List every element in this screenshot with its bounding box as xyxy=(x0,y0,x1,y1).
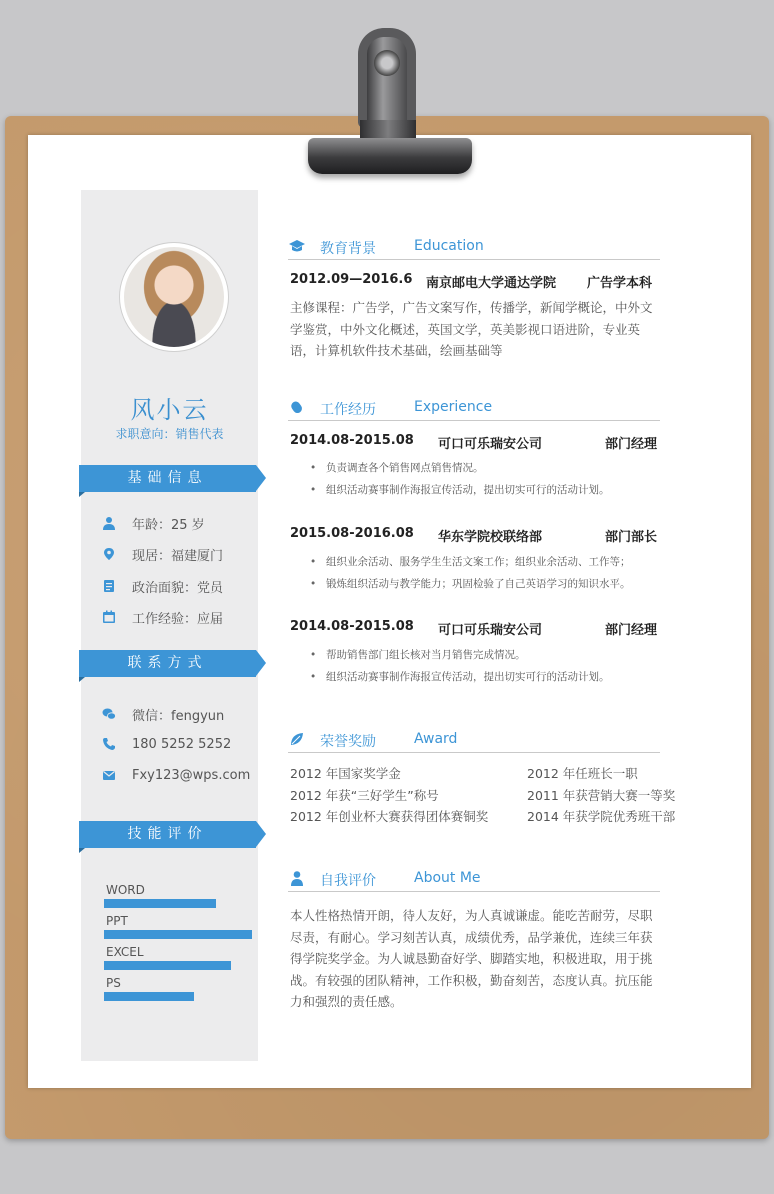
award-item: 2012 年创业杯大赛获得团体赛铜奖 xyxy=(290,809,489,824)
skill-label: PS xyxy=(106,976,121,990)
graduation-cap-icon xyxy=(288,238,306,256)
skill-label: PPT xyxy=(106,914,128,928)
award-item: 2011 年获营销大赛一等奖 xyxy=(527,788,676,803)
skill-bar xyxy=(104,930,252,939)
list-item: • 组织业余活动、服务学生生活文案工作；组织业余活动、工作等； xyxy=(310,551,670,573)
job-duties xyxy=(310,551,670,595)
person-icon xyxy=(102,516,116,530)
experience-header: 工作经历 Experience xyxy=(288,397,660,421)
info-experience: 工作经验：应届 xyxy=(102,608,223,626)
skill-label: WORD xyxy=(106,883,145,897)
award-item: 2012 年任班长一职 xyxy=(527,766,638,781)
skills-banner: 技能评价 xyxy=(79,821,256,848)
list-item: • 组织活动赛事制作海报宣传活动，提出切实可行的活动计划。 xyxy=(310,479,670,501)
skill-bar xyxy=(104,899,252,908)
job-duties xyxy=(310,457,670,501)
education-courses: 主修课程：广告学，广告文案写作，传播学，新闻学概论，中外文学鉴赏，中外文化概述，英国文学，英美影视口语进阶，专业英语，计算机软件技术基础，绘画基础等 xyxy=(290,300,653,358)
about-header: 自我评价 About Me xyxy=(288,868,660,892)
avatar xyxy=(120,243,228,351)
award-header: 荣誉奖励 Award xyxy=(288,729,660,753)
person-icon xyxy=(288,870,306,888)
contact-email: Fxy123@wps.com xyxy=(102,766,250,784)
skill-bar xyxy=(104,961,252,970)
skill-label: EXCEL xyxy=(106,945,144,959)
candidate-name: 风小云 xyxy=(130,396,209,424)
info-political: 政治面貌：党员 xyxy=(102,577,223,595)
document-icon xyxy=(102,579,116,593)
wechat-icon xyxy=(102,707,116,721)
list-item: • 组织活动赛事制作海报宣传活动，提出切实可行的活动计划。 xyxy=(310,666,670,688)
location-pin-icon xyxy=(102,547,116,561)
binder-clip-icon xyxy=(290,28,480,178)
mouse-icon xyxy=(288,399,306,417)
contact-phone: 180 5252 5252 xyxy=(102,735,231,753)
award-item: 2014 年获学院优秀班干部 xyxy=(527,809,676,824)
award-item: 2012 年国家奖学金 xyxy=(290,766,401,781)
award-item: 2012 年获“三好学生”称号 xyxy=(290,788,439,803)
job-duties xyxy=(310,644,670,688)
leaf-icon xyxy=(288,731,306,749)
info-residence: 现居：福建厦门 xyxy=(102,545,223,563)
contact-wechat: 微信：fengyun xyxy=(102,705,224,723)
list-item: • 负责调查各个销售网点销售情况。 xyxy=(310,457,670,479)
list-item: • 锻炼组织活动与教学能力；巩固检验了自己英语学习的知识水平。 xyxy=(310,573,670,595)
about-text: 本人性格热情开朗，待人友好，为人真诚谦虚。能吃苦耐劳，尽职尽责，有耐心。学习刻苦认真，成绩优秀，品学兼优，连续三年获得学院奖学金。为人诚恳勤奋好学、脚踏实地，积极进取，用于挑战。有较强的团队精神，工作积极，勤奋刻苦，态度认真。抗压能力和强烈的责任感。 xyxy=(290,908,653,1009)
skill-bar xyxy=(104,992,252,1001)
contact-banner: 联系方式 xyxy=(79,650,256,677)
list-item: • 帮助销售部门组长核对当月销售完成情况。 xyxy=(310,644,670,666)
basic-info-banner: 基础信息 xyxy=(79,465,256,492)
calendar-icon xyxy=(102,610,116,624)
info-age: 年龄：25 岁 xyxy=(102,514,205,532)
education-header: 教育背景 Education xyxy=(288,236,660,260)
job-objective: 求职意向：销售代表 xyxy=(115,427,224,441)
phone-icon xyxy=(102,737,116,751)
email-icon xyxy=(102,768,116,782)
